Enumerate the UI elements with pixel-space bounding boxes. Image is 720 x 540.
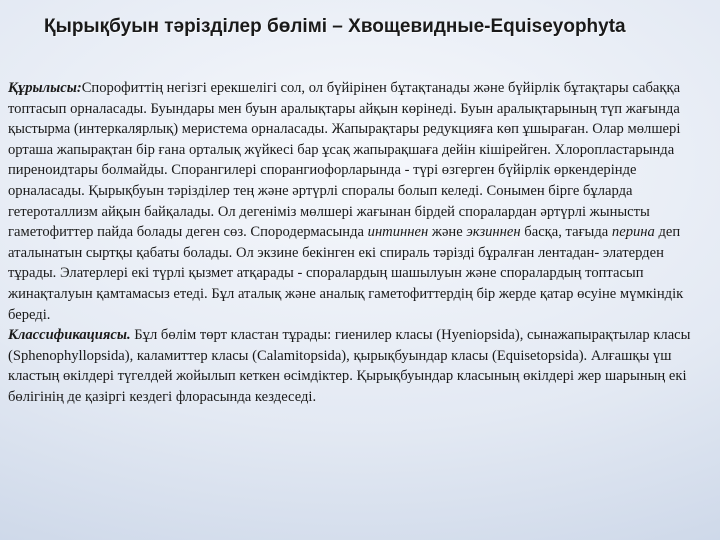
structure-text-3: басқа, тағыда [520, 224, 612, 241]
structure-paragraph [8, 78, 710, 325]
structure-text-1: Спорофиттің негізгі ерекшелігі сол, ол бүйірінен бұтақтанады және бүйірлік бұтақтары сабаққа топтасып орналасады. Буындары мен буын аралықтары айқын көрінеді. Буын аралықтарының түп жағында қыстырма (интеркалярлық) меристема орналасады. Жапырақтары редукцияға көп ұшыраған. Олар мөлшері орташа жапырақтан бір ғана орталық жүйкесі бар ұсақ жапырақшаға дейін кішірейген. Хлоропластарында пиреноидтары болмайды. Спорангилері спорангиофорларында - түрі өзгерген бүйірлік өркендерінде орналасады. Қырықбуын тәрізділер тең және әртүрлі споралы болып келеді. Сонымен бірге бұларда гетероталлизм айқын байқалады. Ол дегеніміз мөлшері жағынан бірдей споралардан әртүрлі жынысты гаметофиттер пайда болады деген сөз. Спородермасында [8, 80, 681, 241]
structure-lead: Құрылысы: [8, 80, 82, 96]
structure-text-4: деп аталынатын сыртқы қабаты болады. Ол экзине бекінген екі спираль тәрізді бұралған лентадан- элатерден тұрады. Элатерлері екі түрлі қызмет атқарады - споралардың шашылуын және споралардың топтасып жинақталуын қамтамасыз етеді. Бұл аталық және аналық гаметофиттердің бір жерде қатар өсуіне мүмкіндік береді. [8, 224, 684, 323]
classification-paragraph [8, 325, 710, 407]
slide-body [8, 78, 710, 408]
classification-text: Бұл бөлім төрт кластан тұрады: гиенилер класы (Hyeniopsida), сынажапырақтылар класы (Sphenophyllopsida), каламиттер класы (Calamitopsida), қырықбуындар класы (Equisetopsida). Алғашқы үш кластың өкілдері түгелдей жойылып кеткен өсімдіктер. Қырықбуындар класының өкілдері жер шарының екі бөлігінің де қазіргі кездегі флорасында кездеседі. [8, 327, 691, 405]
classification-lead: Классификациясы. [8, 327, 131, 344]
term-intine: интиннен [367, 224, 429, 241]
term-perine: перина [611, 224, 655, 241]
structure-text-2: және [428, 224, 467, 241]
term-exine: экзиннен [466, 224, 521, 241]
slide-title: Қырықбуын тәрізділер бөлімі – Хвощевидные-Equiseyophyta [44, 16, 626, 37]
